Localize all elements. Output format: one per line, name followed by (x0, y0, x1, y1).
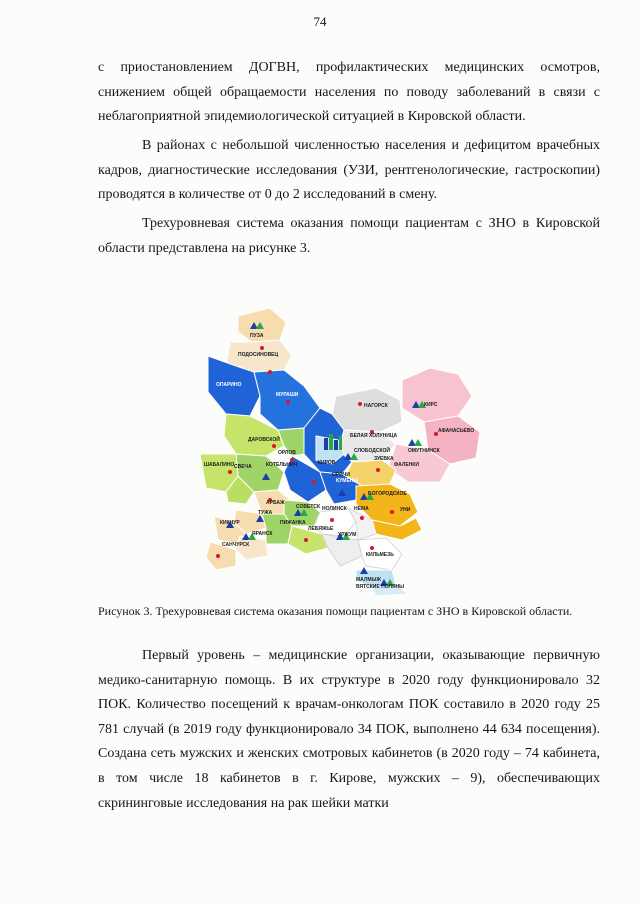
circle-marker (304, 538, 308, 542)
label-oparino: ОПАРИНО (216, 382, 242, 388)
label-kumeny: КУМЕНЫ (336, 478, 359, 484)
paragraph-1: с приостановлением ДОГВН, профилактических медицинских осмотров, снижением общей обращаемости населения по поводу заболеваний в связи с неблагоприятной эпидемиологической ситуацией в Кировской области. (98, 60, 600, 125)
circle-marker (360, 516, 364, 520)
paragraph-4: Первый уровень – медицинские организации, оказывающие первичную медико-санитарную помощь. В их структуре в 2020 году функционировало 32 ПОК. Количество посещений к врачам-онкологам ПОК составило в 2020 году 25 781 случай (в 2019 году функционировало 34 ПОК, выполнено 44 634 посещения). Создана сеть мужских и женских смотровых кабинетов (в 2020 году – 74 кабинета, в том числе 18 кабинетов в г. Кирове, мужских – 9), обеспечивающих скрининговые исследования на рак шейки матки (98, 648, 600, 811)
label-podosinovets: ПОДОСИНОВЕЦ (238, 352, 279, 358)
label-orlov: ОРЛОВ (278, 450, 296, 456)
circle-marker (272, 444, 276, 448)
circle-marker (216, 554, 220, 558)
label-vyatskie-polyany: ВЯТСКИЕ ПОЛЯНЫ (356, 584, 405, 590)
page-number: 74 (313, 14, 327, 29)
map-svg (196, 304, 488, 596)
circle-marker (370, 546, 374, 550)
label-pizhanka: ПИЖАНКА (280, 520, 306, 526)
label-uni: УНИ (400, 507, 411, 513)
label-bogorodskoe: БОГОРОДСКОЕ (368, 491, 407, 497)
label-murashi: МУРАШИ (276, 392, 299, 398)
label-svecha: СВЕЧА (234, 464, 252, 470)
paragraph-2: В районах с небольшой численностью населения и дефицитом врачебных кадров, диагностические исследования (УЗИ, рентгенологические, гастроскопии) проводятся в количестве от 0 до 2 исследований в смену. (98, 138, 600, 203)
label-yaransk: ЯРАНСК (252, 531, 273, 537)
circle-marker (228, 470, 232, 474)
label-kirs: КИРС (424, 402, 438, 408)
label-falenki: ФАЛЕНКИ (394, 462, 419, 468)
label-malmyzh: МАЛМЫЖ (356, 577, 381, 583)
triangle-marker (414, 439, 422, 446)
label-belaya-kholunitsa: БЕЛАЯ ХОЛУНИЦА (350, 433, 398, 439)
kirov-region-map (196, 304, 488, 596)
label-kotelnich: КОТЕЛЬНИЧ (266, 462, 298, 468)
label-shabalino: ШАБАЛИНО (204, 462, 235, 468)
label-puza: ПУЗА (250, 333, 264, 339)
circle-marker (358, 402, 362, 406)
circle-marker (330, 518, 334, 522)
label-afanasyevo: АФАНАСЬЕВО (438, 428, 475, 434)
label-sovetsk: СОВЕТСК (296, 504, 321, 510)
label-nema: НЕМА (354, 506, 369, 512)
label-nolinsk: НОЛИНСК (322, 506, 347, 512)
label-darovskoy: ДАРОВСКОЙ (248, 437, 280, 443)
label-kiknur: КИКНУР (220, 520, 240, 526)
label-omutninsk: ОМУТНИНСК (408, 448, 440, 454)
circle-marker (268, 370, 272, 374)
paragraph-3: Трехуровневая система оказания помощи пациентам с ЗНО в Кировской области представлена на рисунке 3. (98, 216, 600, 256)
label-lebyazhye: ЛЕБЯЖЬЕ (308, 526, 334, 532)
label-arbazh: АРБАЖ (266, 500, 285, 506)
circle-marker (260, 346, 264, 350)
label-slobodskoy: СЛОБОДСКОЙ (354, 448, 391, 454)
label-tuzha: ТУЖА (258, 510, 273, 516)
district-kirs (402, 368, 472, 422)
label-sanchursk: САНЧУРСК (222, 542, 250, 548)
figure-caption: Рисунок 3. Трехуровневая система оказания помощи пациентам с ЗНО в Кировской области. (98, 604, 573, 618)
label-zuevka: ЗУЕВКА (374, 456, 394, 462)
circle-marker (376, 468, 380, 472)
label-orichi: ОРИЧИ (332, 472, 350, 478)
label-urzhum: УРЖУМ (338, 532, 357, 538)
circle-marker (390, 510, 394, 514)
district-pizhanka (262, 514, 292, 544)
label-kilmez: КИЛЬМЕЗЬ (366, 552, 394, 558)
district-nagorsk (332, 388, 402, 432)
label-kirov: КИРОВ (318, 460, 336, 466)
circle-marker (286, 400, 290, 404)
circle-marker (312, 480, 316, 484)
label-nagorsk: НАГОРСК (364, 403, 388, 409)
